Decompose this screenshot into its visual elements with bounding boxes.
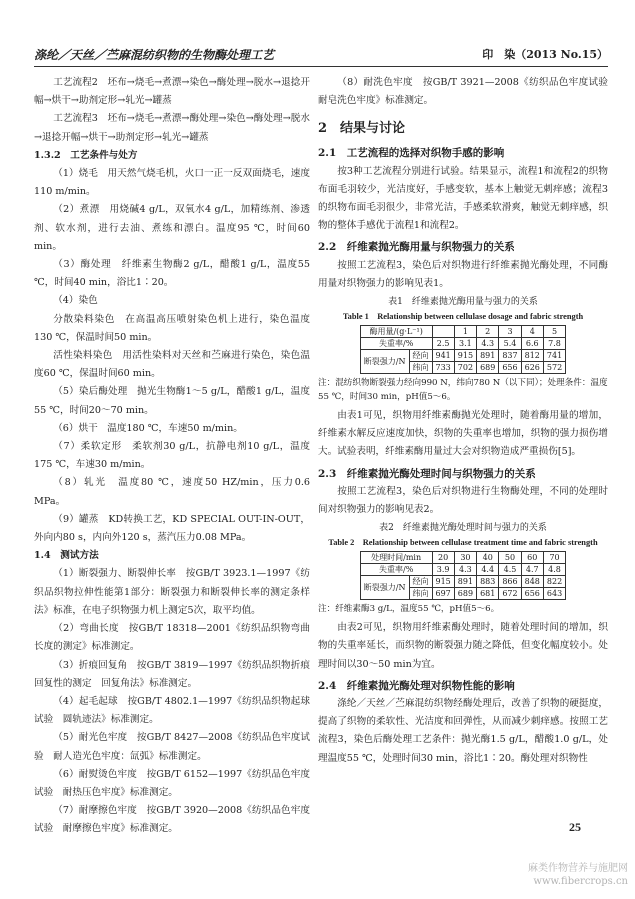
table1-note: 注：混纺织物断裂强力经向990 N，纬向780 N（以下同）；处理条件：温度55 ℃，时间30 min，pH值5～6。 xyxy=(318,378,608,403)
table-cell xyxy=(432,326,454,338)
table-cell: 4.7 xyxy=(521,564,543,576)
table-cell: 4.3 xyxy=(454,564,476,576)
table-cell: 5.4 xyxy=(499,338,521,350)
table-cell: 3.9 xyxy=(432,564,454,576)
table1-header-label: 酶用量/(g·L⁻¹) xyxy=(360,326,432,338)
para-2-3b: 由表2可见，织物用纤维素酶处理时，随着处理时间的增加，织物的失重率延长，而织物的断裂强力随之降低，但变化幅度较小。处理时间以30～50 min为宜。 xyxy=(318,622,608,670)
table-cell: 70 xyxy=(543,552,565,564)
table2-loss-label: 失重率/% xyxy=(360,564,432,576)
table-row xyxy=(360,350,565,362)
right-column xyxy=(318,74,618,768)
para-dyeing: （4）染色 xyxy=(53,295,98,307)
table-2 xyxy=(360,551,566,600)
para-reactive-dyeing: 活性染料染色 用活性染料对天丝和苎麻进行染色，染色温度60 ℃，保温时间60 min。 xyxy=(34,350,310,380)
para-2-3: 按照工艺流程3，染色后对织物进行生物酶处理，不同的处理时间对织物强力的影响见表2。 xyxy=(318,485,608,516)
section-2: 2 结果与讨论 xyxy=(318,121,406,137)
header-title: 涤纶／天丝／苎麻混纺织物的生物酶处理工艺 xyxy=(34,48,275,62)
table-cell: 848 xyxy=(521,576,543,588)
test-method-1: （1）断裂强力、断裂伸长率 按GB/T 3923.1—1997《纺织品织物拉伸性能第1部分：断裂强力和断裂伸长率的测定条样法》标准，在电子织物强力机上测定5次，取平均值。 xyxy=(34,568,310,616)
table1-weft-label: 纬向 xyxy=(409,362,432,374)
para-singeing: （1）烧毛 用天然气烧毛机，火口一正一反双面烧毛，速度110 m/min。 xyxy=(34,168,310,198)
table1-caption: 表1 纤维素抛光酶用量与强力的关系 xyxy=(388,297,538,308)
header-journal: 印 染（2013 No.15） xyxy=(482,48,608,61)
table-cell: 1 xyxy=(454,326,476,338)
table-row xyxy=(360,326,565,338)
table-cell: 697 xyxy=(432,588,454,600)
section-2-2: 2.2 纤维素抛光酶用量与织物强力的关系 xyxy=(318,241,515,254)
watermark-line: www.fibercrops.cn xyxy=(533,876,628,887)
test-method-5: （5）耐光色牢度 按GB/T 8427—2008《纺织品色牢度试验 耐人造光色牢度：氙弧》标准测定。 xyxy=(34,732,310,762)
table1-caption-en: Table 1 Relationship between cellulase dosage and fabric strength xyxy=(342,312,584,322)
para-calendering: （8）轧光 温度80 ℃，速度50 HZ/min，压力0.6 MPa。 xyxy=(34,477,310,507)
section-2-3: 2.3 纤维素抛光酶处理时间与织物强力的关系 xyxy=(318,467,536,480)
table-cell: 941 xyxy=(432,350,454,362)
table-cell: 672 xyxy=(499,588,521,600)
process-flow-2: 工艺流程2 坯布→烧毛→煮漂→染色→酶处理→脱水→退捻开幅→烘干→助剂定形→轧光→罐蒸 xyxy=(34,77,310,107)
para-decatizing: （9）罐蒸 KD转换工艺，KD SPECIAL OUT-IN-OUT，外向内80 s，内向外120 s，蒸汽压力0.08 MPa。 xyxy=(34,513,310,544)
table-cell: 60 xyxy=(521,552,543,564)
table-row xyxy=(360,338,565,350)
para-drying: （6）烘干 温度180 ℃，车速50 m/min。 xyxy=(53,422,243,434)
table-row xyxy=(360,552,565,564)
table-row xyxy=(360,564,565,576)
watermark-line: 麻类作物营养与施肥网 xyxy=(528,863,628,874)
section-1-3-2: 1.3.2 工艺条件与处方 xyxy=(34,149,138,161)
table2-warp-label: 经向 xyxy=(409,576,432,588)
test-method-8: （8）耐洗色牢度 按GB/T 3921—2008《纺织品色牢度试验 耐皂洗色牢度》标准测定。 xyxy=(318,77,618,107)
table-cell: 733 xyxy=(432,362,454,374)
table-cell: 689 xyxy=(454,588,476,600)
test-method-3: （3）折痕回复角 按GB/T 3819—1997《纺织品织物折痕回复性的测定 回复角法》标准测定。 xyxy=(34,659,310,689)
table-cell: 822 xyxy=(543,576,565,588)
section-2-4: 2.4 纤维素抛光酶处理对织物性能的影响 xyxy=(318,679,515,692)
table2-group-label: 断裂强力/N xyxy=(360,576,409,600)
table-cell: 3.1 xyxy=(454,338,476,350)
para-softening: （7）柔软定形 柔软剂30 g/L，抗静电剂10 g/L，温度175 ℃，车速30 m/min。 xyxy=(34,441,310,471)
para-2-2: 按照工艺流程3，染色后对织物进行纤维素抛光酶处理，不同酶用量对织物强力的影响见表1。 xyxy=(318,259,608,289)
table-cell: 2 xyxy=(477,326,499,338)
para-2-4: 涤纶／天丝／苎麻混纺织物经酶处理后，改善了织物的硬挺度，提高了织物的柔软性、光洁度和回弹性，从而减少刺痒感。按照工艺流程3，染色后酶处理工艺条件：抛光酶1.5 g/L，醋酸1.0 g/L，处理温度55 ℃，处理时间30 min，浴比1∶20。酶处理对织物性 xyxy=(318,698,608,764)
table-cell: 20 xyxy=(432,552,454,564)
table-cell: 50 xyxy=(499,552,521,564)
para-disperse-dyeing: 分散染料染色 在高温高压喷射染色机上进行，染色温度130 ℃，保温时间50 min。 xyxy=(34,313,310,343)
table-cell: 7.8 xyxy=(543,338,565,350)
table-cell: 626 xyxy=(521,362,543,374)
test-method-4: （4）起毛起球 按GB/T 4802.1—1997《纺织品织物起球试验 圆轨迹法》标准测定。 xyxy=(34,695,310,726)
table2-caption: 表2 纤维素抛光酶处理时间与强力的关系 xyxy=(379,523,547,534)
table-cell: 643 xyxy=(543,588,565,600)
table-cell: 4.4 xyxy=(477,564,499,576)
table-cell: 656 xyxy=(521,588,543,600)
table2-caption-en: Table 2 Relationship between cellulase treatment time and fabric strength xyxy=(328,538,598,548)
running-header xyxy=(34,44,608,67)
table-cell: 572 xyxy=(543,362,565,374)
table-cell: 689 xyxy=(477,362,499,374)
table-cell: 2.5 xyxy=(432,338,454,350)
table-cell: 6.6 xyxy=(521,338,543,350)
table-cell: 702 xyxy=(454,362,476,374)
section-1-4: 1.4 测试方法 xyxy=(34,550,99,562)
section-2-1: 2.1 工艺流程的选择对织物手感的影响 xyxy=(318,147,505,160)
table-cell: 4.8 xyxy=(543,564,565,576)
para-enzyme: （3）酶处理 纤维素生物酶2 g/L，醋酸1 g/L，温度55 ℃，时间40 min，浴比1∶20。 xyxy=(34,259,310,289)
table-cell: 741 xyxy=(543,350,565,362)
table-cell: 891 xyxy=(454,576,476,588)
table-cell: 891 xyxy=(477,350,499,362)
table-cell: 812 xyxy=(521,350,543,362)
page-number: 25 xyxy=(569,820,581,834)
process-flow-3: 工艺流程3 坯布→烧毛→煮漂→酶处理→染色→酶处理→脱水→退捻开幅→烘干→助剂定形→轧光→罐蒸 xyxy=(34,113,310,143)
test-method-7: （7）耐摩擦色牢度 按GB/T 3920—2008《纺织品色牢度试验 耐摩擦色牢度》标准测定。 xyxy=(34,805,310,835)
table-cell: 681 xyxy=(477,588,499,600)
table-cell: 3 xyxy=(499,326,521,338)
table1-warp-label: 经向 xyxy=(409,350,432,362)
table-cell: 4.3 xyxy=(477,338,499,350)
para-2-1: 按3种工艺流程分别进行试验。结果显示，流程1和流程2的织物布面毛羽较少，光洁度好，手感变软，基本上触觉无刺痒感；流程3的织物布面毛羽很少，非常光洁，手感柔软滑爽，触觉无刺痒感，织物的整体手感优于流程1和流程2。 xyxy=(318,165,608,232)
table-cell: 837 xyxy=(499,350,521,362)
table2-weft-label: 纬向 xyxy=(409,588,432,600)
table1-group-label: 断裂强力/N xyxy=(360,350,409,374)
table-1 xyxy=(360,325,566,374)
para-scouring: （2）煮漂 用烧碱4 g/L，双氧水4 g/L，加精练剂、渗透剂、软水剂，进行去油、煮练和漂白。温度95 ℃，时间60 min。 xyxy=(34,204,310,252)
table-cell: 5 xyxy=(543,326,565,338)
table-cell: 40 xyxy=(477,552,499,564)
table2-header-label: 处理时间/min xyxy=(360,552,432,564)
table-row xyxy=(360,576,565,588)
table-cell: 30 xyxy=(454,552,476,564)
table-cell: 883 xyxy=(477,576,499,588)
table-cell: 656 xyxy=(499,362,521,374)
table-cell: 4.5 xyxy=(499,564,521,576)
table2-note: 注：纤维素酶3 g/L，温度55 ℃，pH值5～6。 xyxy=(318,604,500,615)
table-cell: 915 xyxy=(454,350,476,362)
test-method-2: （2）弯曲长度 按GB/T 18318—2001《纺织品织物弯曲长度的测定》标准测定。 xyxy=(34,623,310,653)
watermark xyxy=(478,862,628,888)
table-cell: 915 xyxy=(432,576,454,588)
table-cell: 866 xyxy=(499,576,521,588)
left-column xyxy=(34,74,310,839)
para-post-enzyme: （5）染后酶处理 抛光生物酶1～5 g/L，醋酸1 g/L，温度55 ℃，时间20～70 min。 xyxy=(34,386,310,416)
test-method-6: （6）耐熨烫色牢度 按GB/T 6152—1997《纺织品色牢度试验 耐热压色牢度》标准测定。 xyxy=(34,768,310,798)
table-cell: 4 xyxy=(521,326,543,338)
para-2-2b: 由表1可见，织物用纤维素酶抛光处理时，随着酶用量的增加，纤维素水解反应速度加快，织物的失重率也增加，织物的强力损伤增大。试验表明，纤维素酶用量过大会对织物造成严重损伤[5]。 xyxy=(318,410,608,458)
table1-loss-label: 失重率/% xyxy=(360,338,432,350)
